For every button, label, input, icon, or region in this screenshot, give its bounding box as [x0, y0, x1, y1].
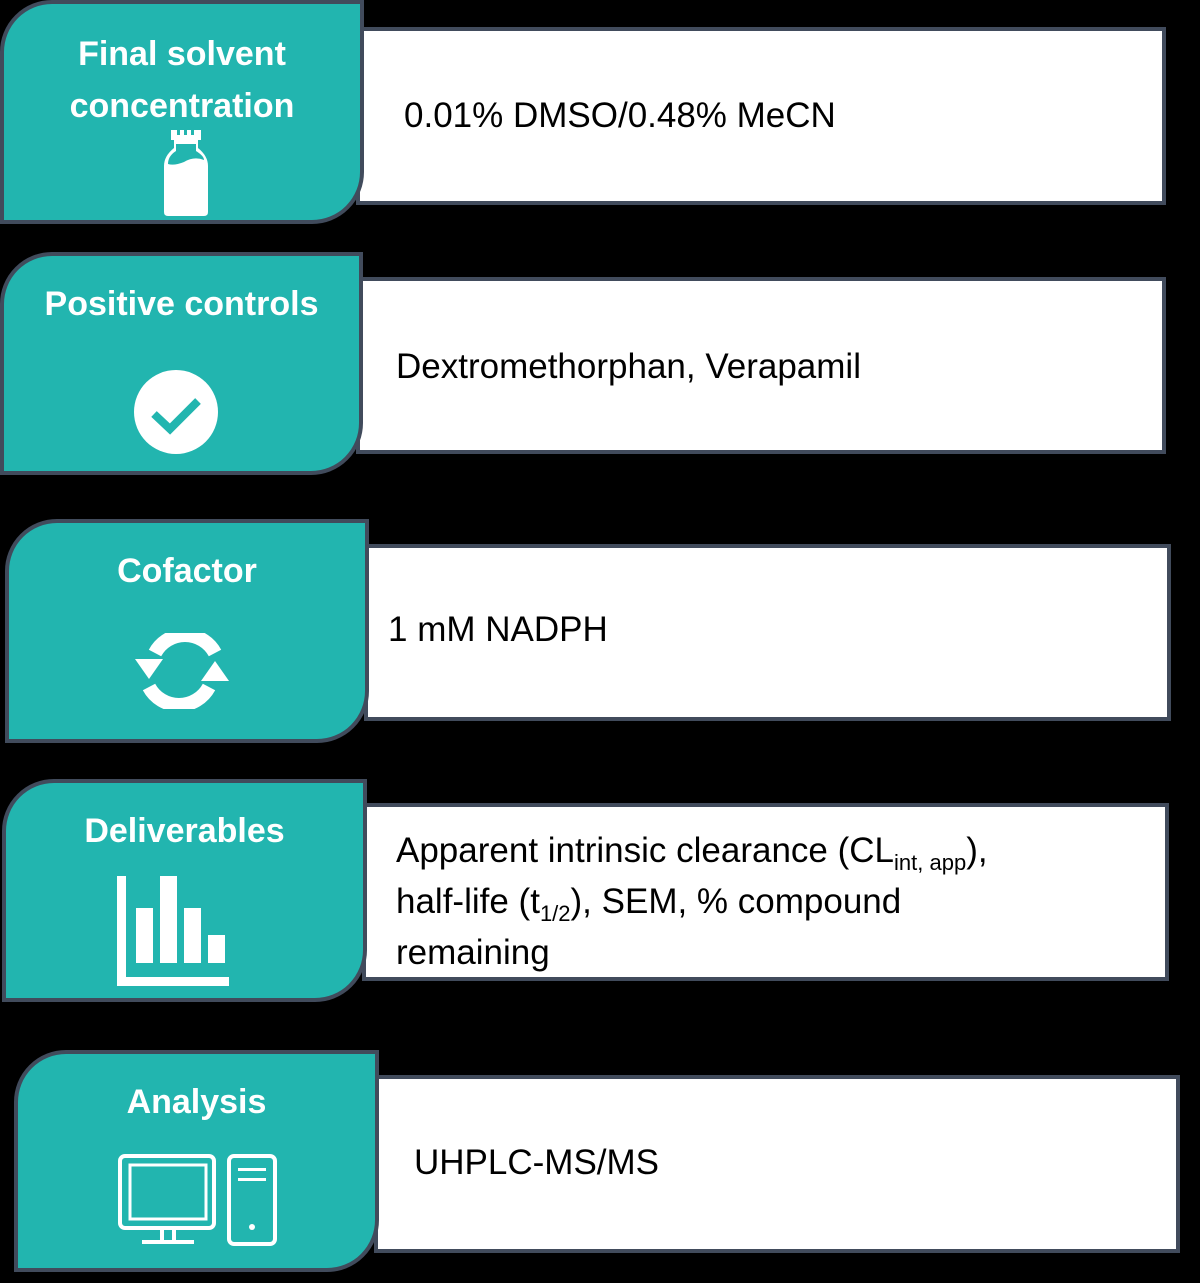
value-text-analysis: UHPLC-MS/MS — [414, 1143, 660, 1182]
value-box-analysis — [374, 1075, 1180, 1253]
computer-workstation-icon — [118, 1154, 278, 1248]
tab-title-line1: Final solvent — [78, 35, 286, 73]
value-box-positive-controls — [356, 277, 1166, 454]
tab-title-line2: concentration — [69, 87, 295, 125]
value-box-cofactor — [364, 544, 1171, 721]
tab-positive-controls — [0, 252, 363, 475]
tab-title: Analysis — [126, 1083, 267, 1121]
tab-final-solvent-concentration — [0, 0, 364, 224]
vial-icon — [164, 130, 208, 218]
check-circle-icon — [132, 368, 220, 456]
deliverables-line1: Apparent intrinsic clearance $(CL_{int, app})$, — [396, 831, 988, 875]
bar-chart-icon — [117, 876, 229, 986]
value-box-deliverables — [362, 803, 1169, 981]
deliverables-line3: remaining — [396, 933, 550, 972]
tab-title: Cofactor — [117, 552, 257, 590]
value-box-solvent — [356, 27, 1166, 205]
tab-deliverables — [2, 779, 367, 1002]
refresh-cycle-icon — [135, 633, 229, 709]
tab-title: Positive controls — [44, 285, 319, 323]
value-text-solvent: 0.01% DMSO/0.48% MeCN — [404, 96, 836, 135]
value-text-positive-controls: Dextromethorphan, Verapamil — [396, 347, 861, 386]
value-text-cofactor: 1 mM NADPH — [388, 610, 608, 649]
tab-analysis — [14, 1050, 379, 1272]
tab-title: Deliverables — [84, 812, 285, 850]
tab-cofactor — [5, 519, 369, 743]
deliverables-line2: half-life $(t_{1/2})$, SEM, % compound — [396, 882, 902, 926]
value-text-deliverables — [396, 825, 1136, 978]
